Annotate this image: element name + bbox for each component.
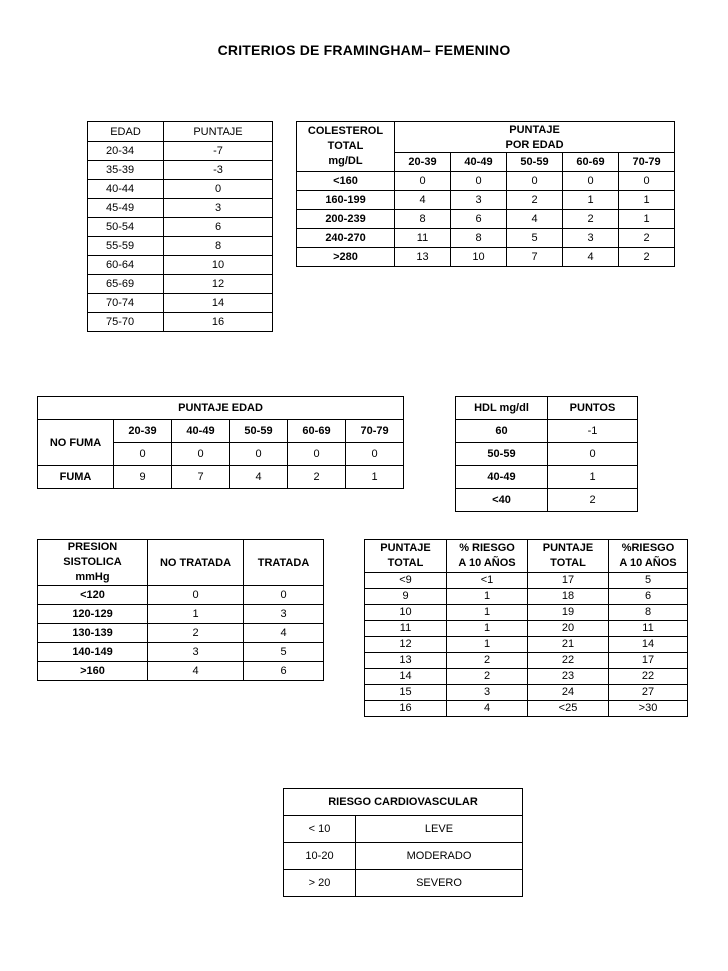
riesgo10-cell: 9 bbox=[365, 589, 447, 605]
riesgo-cv-level-cell: SEVERO bbox=[356, 870, 523, 897]
presion-label-line: PRESION SISTOLICA bbox=[63, 541, 122, 568]
riesgo10-header-line: A 10 AÑOS bbox=[458, 557, 516, 569]
table-row bbox=[88, 275, 273, 294]
hdl-points-cell: 2 bbox=[548, 489, 638, 512]
edad-cell: 65-69 bbox=[88, 275, 164, 294]
riesgo10-cell: 2 bbox=[447, 669, 528, 685]
riesgo-cv-level-cell: LEVE bbox=[356, 816, 523, 843]
riesgo10-cell: >30 bbox=[609, 701, 688, 717]
table-row bbox=[38, 643, 324, 662]
edad-cell: 40-44 bbox=[88, 180, 164, 199]
table-row bbox=[365, 605, 688, 621]
riesgo-cv-header-row bbox=[284, 789, 523, 816]
age-group-header: 70-79 bbox=[346, 420, 404, 443]
colesterol-value-cell: 8 bbox=[451, 229, 507, 248]
riesgo10-cell: 1 bbox=[447, 637, 528, 653]
colesterol-label-line: mg/DL bbox=[328, 155, 363, 167]
colesterol-value-cell: 0 bbox=[507, 172, 563, 191]
colesterol-value-cell: 1 bbox=[619, 210, 675, 229]
edad-cell: 70-74 bbox=[88, 294, 164, 313]
colesterol-value-cell: 2 bbox=[563, 210, 619, 229]
table-row bbox=[38, 624, 324, 643]
puntaje-cell: 14 bbox=[164, 294, 273, 313]
riesgo10-header-row bbox=[365, 540, 688, 573]
tratada-cell: 5 bbox=[244, 643, 324, 662]
hdl-points-cell: 0 bbox=[548, 443, 638, 466]
edad-cell: 75-70 bbox=[88, 313, 164, 332]
colesterol-value-cell: 2 bbox=[619, 229, 675, 248]
table-row bbox=[365, 653, 688, 669]
riesgo10-cell: 4 bbox=[447, 701, 528, 717]
table-row bbox=[88, 180, 273, 199]
colesterol-value-cell: 7 bbox=[507, 248, 563, 267]
age-group-header: 60-69 bbox=[288, 420, 346, 443]
riesgo10-cell: 15 bbox=[365, 685, 447, 701]
table-row bbox=[297, 210, 675, 229]
puntaje-cell: -7 bbox=[164, 142, 273, 161]
riesgo10-cell: <1 bbox=[447, 573, 528, 589]
riesgo10-header-line: A 10 AÑOS bbox=[619, 557, 677, 569]
puntaje-cell: 0 bbox=[164, 180, 273, 199]
riesgo10-table bbox=[364, 539, 688, 717]
colesterol-label-line: COLESTEROL bbox=[307, 125, 384, 137]
colesterol-value-cell: 0 bbox=[395, 172, 451, 191]
puntaje-cell: 10 bbox=[164, 256, 273, 275]
no-fuma-label: NO FUMA bbox=[38, 420, 114, 466]
table-row bbox=[88, 218, 273, 237]
hdl-points-cell: -1 bbox=[548, 420, 638, 443]
colesterol-value-cell: 8 bbox=[395, 210, 451, 229]
colesterol-value-cell: 0 bbox=[451, 172, 507, 191]
tratada-cell: 6 bbox=[244, 662, 324, 681]
colesterol-puntaje-header: PUNTAJE bbox=[395, 122, 675, 139]
hdl-rows bbox=[456, 420, 638, 512]
colesterol-value-cell: 10 bbox=[451, 248, 507, 267]
fuma-value-cell: 9 bbox=[114, 466, 172, 489]
table-row bbox=[88, 237, 273, 256]
riesgo10-cell: 17 bbox=[528, 573, 609, 589]
riesgo10-cell: 14 bbox=[609, 637, 688, 653]
riesgo10-header-cell bbox=[447, 540, 528, 573]
presion-range-cell: 120-129 bbox=[38, 605, 148, 624]
presion-range-cell: 130-139 bbox=[38, 624, 148, 643]
colesterol-value-cell: 4 bbox=[563, 248, 619, 267]
riesgo10-cell: 6 bbox=[609, 589, 688, 605]
table-row bbox=[456, 443, 638, 466]
table-row bbox=[284, 843, 523, 870]
tratada-cell: 3 bbox=[244, 605, 324, 624]
table-row bbox=[365, 589, 688, 605]
no-fuma-value-cell: 0 bbox=[114, 443, 172, 466]
riesgo10-header-cell bbox=[609, 540, 688, 573]
no-fuma-value-cell: 0 bbox=[230, 443, 288, 466]
riesgo10-header-line: % RIESGO bbox=[459, 542, 515, 554]
riesgo10-header-cell bbox=[365, 540, 447, 573]
colesterol-value-cell: 5 bbox=[507, 229, 563, 248]
table-row bbox=[88, 256, 273, 275]
colesterol-table bbox=[296, 121, 675, 267]
colesterol-value-cell: 2 bbox=[507, 191, 563, 210]
no-tratada-cell: 0 bbox=[148, 586, 244, 605]
tratada-header: TRATADA bbox=[244, 540, 324, 586]
riesgo10-cell: 18 bbox=[528, 589, 609, 605]
table-row bbox=[88, 294, 273, 313]
no-tratada-header: NO TRATADA bbox=[148, 540, 244, 586]
page-title: CRITERIOS DE FRAMINGHAM– FEMENINO bbox=[217, 42, 511, 58]
hdl-range-cell: 50-59 bbox=[456, 443, 548, 466]
riesgo10-cell: 22 bbox=[528, 653, 609, 669]
no-tratada-cell: 1 bbox=[148, 605, 244, 624]
table-row bbox=[88, 313, 273, 332]
fuma-value-cell: 7 bbox=[172, 466, 230, 489]
edad-cell: 60-64 bbox=[88, 256, 164, 275]
presion-label-line: mmHg bbox=[75, 571, 110, 583]
presion-rows bbox=[38, 586, 324, 681]
table-row bbox=[284, 816, 523, 843]
tratada-cell: 4 bbox=[244, 624, 324, 643]
riesgo10-cell: 16 bbox=[365, 701, 447, 717]
riesgo10-cell: 23 bbox=[528, 669, 609, 685]
table-row bbox=[456, 466, 638, 489]
colesterol-value-cell: 4 bbox=[507, 210, 563, 229]
hdl-range-cell: 60 bbox=[456, 420, 548, 443]
presion-header-row bbox=[38, 540, 324, 586]
table-row bbox=[88, 142, 273, 161]
riesgo10-cell: 20 bbox=[528, 621, 609, 637]
age-group-header: 40-49 bbox=[172, 420, 230, 443]
colesterol-value-cell: 4 bbox=[395, 191, 451, 210]
riesgo10-cell: 22 bbox=[609, 669, 688, 685]
riesgo10-header-line: TOTAL bbox=[550, 557, 586, 569]
edad-table bbox=[87, 121, 273, 332]
riesgo-cv-range-cell: < 10 bbox=[284, 816, 356, 843]
riesgo10-cell: 21 bbox=[528, 637, 609, 653]
table-row bbox=[38, 586, 324, 605]
presion-table bbox=[37, 539, 324, 681]
presion-range-cell: 140-149 bbox=[38, 643, 148, 662]
riesgo-cv-table bbox=[283, 788, 523, 897]
no-fuma-value-cell: 0 bbox=[288, 443, 346, 466]
riesgo-cv-rows bbox=[284, 816, 523, 897]
age-group-header: 50-59 bbox=[230, 420, 288, 443]
colesterol-range-cell: 160-199 bbox=[297, 191, 395, 210]
riesgo10-cell: 27 bbox=[609, 685, 688, 701]
presion-range-cell: <120 bbox=[38, 586, 148, 605]
puntaje-cell: -3 bbox=[164, 161, 273, 180]
colesterol-value-cell: 2 bbox=[619, 248, 675, 267]
edad-header: EDAD bbox=[88, 122, 164, 142]
edad-cell: 55-59 bbox=[88, 237, 164, 256]
edad-cell: 50-54 bbox=[88, 218, 164, 237]
age-group-header: 70-79 bbox=[619, 153, 675, 172]
tabaco-age-row bbox=[38, 420, 404, 443]
colesterol-value-cell: 3 bbox=[451, 191, 507, 210]
colesterol-range-cell: 240-270 bbox=[297, 229, 395, 248]
colesterol-value-cell: 3 bbox=[563, 229, 619, 248]
table-row bbox=[365, 685, 688, 701]
age-group-header: 20-39 bbox=[114, 420, 172, 443]
tabaco-header-row bbox=[38, 397, 404, 420]
hdl-header: HDL mg/dl bbox=[456, 397, 548, 420]
colesterol-range-cell: 200-239 bbox=[297, 210, 395, 229]
hdl-header-row bbox=[456, 397, 638, 420]
riesgo-cv-level-cell: MODERADO bbox=[356, 843, 523, 870]
riesgo10-header-cell bbox=[528, 540, 609, 573]
colesterol-value-cell: 1 bbox=[619, 191, 675, 210]
table-row bbox=[297, 191, 675, 210]
riesgo-cv-range-cell: 10-20 bbox=[284, 843, 356, 870]
colesterol-label-header bbox=[297, 122, 395, 172]
riesgo10-cell: 1 bbox=[447, 605, 528, 621]
table-row bbox=[38, 605, 324, 624]
tratada-cell: 0 bbox=[244, 586, 324, 605]
hdl-range-cell: 40-49 bbox=[456, 466, 548, 489]
colesterol-value-cell: 1 bbox=[563, 191, 619, 210]
puntaje-cell: 12 bbox=[164, 275, 273, 294]
colesterol-value-cell: 13 bbox=[395, 248, 451, 267]
age-group-header: 40-49 bbox=[451, 153, 507, 172]
age-group-header: 60-69 bbox=[563, 153, 619, 172]
colesterol-range-cell: <160 bbox=[297, 172, 395, 191]
no-tratada-cell: 3 bbox=[148, 643, 244, 662]
tabaco-table bbox=[37, 396, 404, 489]
fuma-row bbox=[38, 466, 404, 489]
puntaje-cell: 8 bbox=[164, 237, 273, 256]
edad-cell: 20-34 bbox=[88, 142, 164, 161]
riesgo10-cell: 8 bbox=[609, 605, 688, 621]
table-row bbox=[365, 701, 688, 717]
table-row bbox=[297, 172, 675, 191]
riesgo-cv-range-cell: > 20 bbox=[284, 870, 356, 897]
riesgo10-header-line: PUNTAJE bbox=[542, 542, 594, 554]
puntaje-cell: 3 bbox=[164, 199, 273, 218]
hdl-range-cell: <40 bbox=[456, 489, 548, 512]
age-group-header: 50-59 bbox=[507, 153, 563, 172]
no-fuma-value-cell: 0 bbox=[346, 443, 404, 466]
puntaje-header: PUNTAJE bbox=[164, 122, 273, 142]
fuma-value-cell: 1 bbox=[346, 466, 404, 489]
no-tratada-cell: 4 bbox=[148, 662, 244, 681]
riesgo10-cell: 24 bbox=[528, 685, 609, 701]
fuma-value-cell: 2 bbox=[288, 466, 346, 489]
colesterol-range-cell: >280 bbox=[297, 248, 395, 267]
colesterol-value-cell: 0 bbox=[619, 172, 675, 191]
riesgo10-cell: 11 bbox=[609, 621, 688, 637]
riesgo10-cell: 3 bbox=[447, 685, 528, 701]
table-row bbox=[365, 573, 688, 589]
table-row bbox=[38, 662, 324, 681]
colesterol-por-edad-header: POR EDAD bbox=[395, 138, 675, 153]
table-row bbox=[88, 199, 273, 218]
riesgo10-cell: 14 bbox=[365, 669, 447, 685]
table-row bbox=[456, 420, 638, 443]
riesgo10-header-line: %RIESGO bbox=[621, 542, 675, 554]
riesgo-cv-header: RIESGO CARDIOVASCULAR bbox=[284, 789, 523, 816]
riesgo10-cell: 17 bbox=[609, 653, 688, 669]
colesterol-label-line: TOTAL bbox=[327, 140, 364, 152]
edad-rows bbox=[88, 142, 273, 332]
table-row bbox=[365, 669, 688, 685]
puntaje-edad-header: PUNTAJE EDAD bbox=[38, 397, 404, 420]
hdl-table bbox=[455, 396, 638, 512]
colesterol-value-cell: 0 bbox=[563, 172, 619, 191]
colesterol-value-cell: 11 bbox=[395, 229, 451, 248]
colesterol-rows bbox=[297, 172, 675, 267]
riesgo10-header-line: TOTAL bbox=[387, 557, 424, 569]
riesgo10-cell: <25 bbox=[528, 701, 609, 717]
riesgo10-cell: 1 bbox=[447, 589, 528, 605]
riesgo10-header-line: PUNTAJE bbox=[380, 542, 431, 554]
riesgo10-cell: 1 bbox=[447, 621, 528, 637]
table-row bbox=[365, 637, 688, 653]
edad-header-row bbox=[88, 122, 273, 142]
colesterol-header-row-1 bbox=[297, 122, 675, 139]
fuma-label: FUMA bbox=[38, 466, 114, 489]
riesgo10-cell: 2 bbox=[447, 653, 528, 669]
colesterol-value-cell: 6 bbox=[451, 210, 507, 229]
riesgo10-rows bbox=[365, 573, 688, 717]
presion-label-header bbox=[38, 540, 148, 586]
puntos-header: PUNTOS bbox=[548, 397, 638, 420]
fuma-value-cell: 4 bbox=[230, 466, 288, 489]
riesgo10-cell: 10 bbox=[365, 605, 447, 621]
riesgo10-cell: 12 bbox=[365, 637, 447, 653]
table-row bbox=[284, 870, 523, 897]
riesgo10-cell: 5 bbox=[609, 573, 688, 589]
edad-cell: 35-39 bbox=[88, 161, 164, 180]
table-row bbox=[456, 489, 638, 512]
edad-cell: 45-49 bbox=[88, 199, 164, 218]
table-row bbox=[297, 248, 675, 267]
table-row bbox=[365, 621, 688, 637]
table-row bbox=[88, 161, 273, 180]
no-fuma-value-cell: 0 bbox=[172, 443, 230, 466]
puntaje-cell: 6 bbox=[164, 218, 273, 237]
riesgo10-cell: 19 bbox=[528, 605, 609, 621]
age-group-header: 20-39 bbox=[395, 153, 451, 172]
table-row bbox=[297, 229, 675, 248]
presion-range-cell: >160 bbox=[38, 662, 148, 681]
hdl-points-cell: 1 bbox=[548, 466, 638, 489]
riesgo10-cell: 13 bbox=[365, 653, 447, 669]
no-tratada-cell: 2 bbox=[148, 624, 244, 643]
riesgo10-cell: 11 bbox=[365, 621, 447, 637]
riesgo10-cell: <9 bbox=[365, 573, 447, 589]
puntaje-cell: 16 bbox=[164, 313, 273, 332]
